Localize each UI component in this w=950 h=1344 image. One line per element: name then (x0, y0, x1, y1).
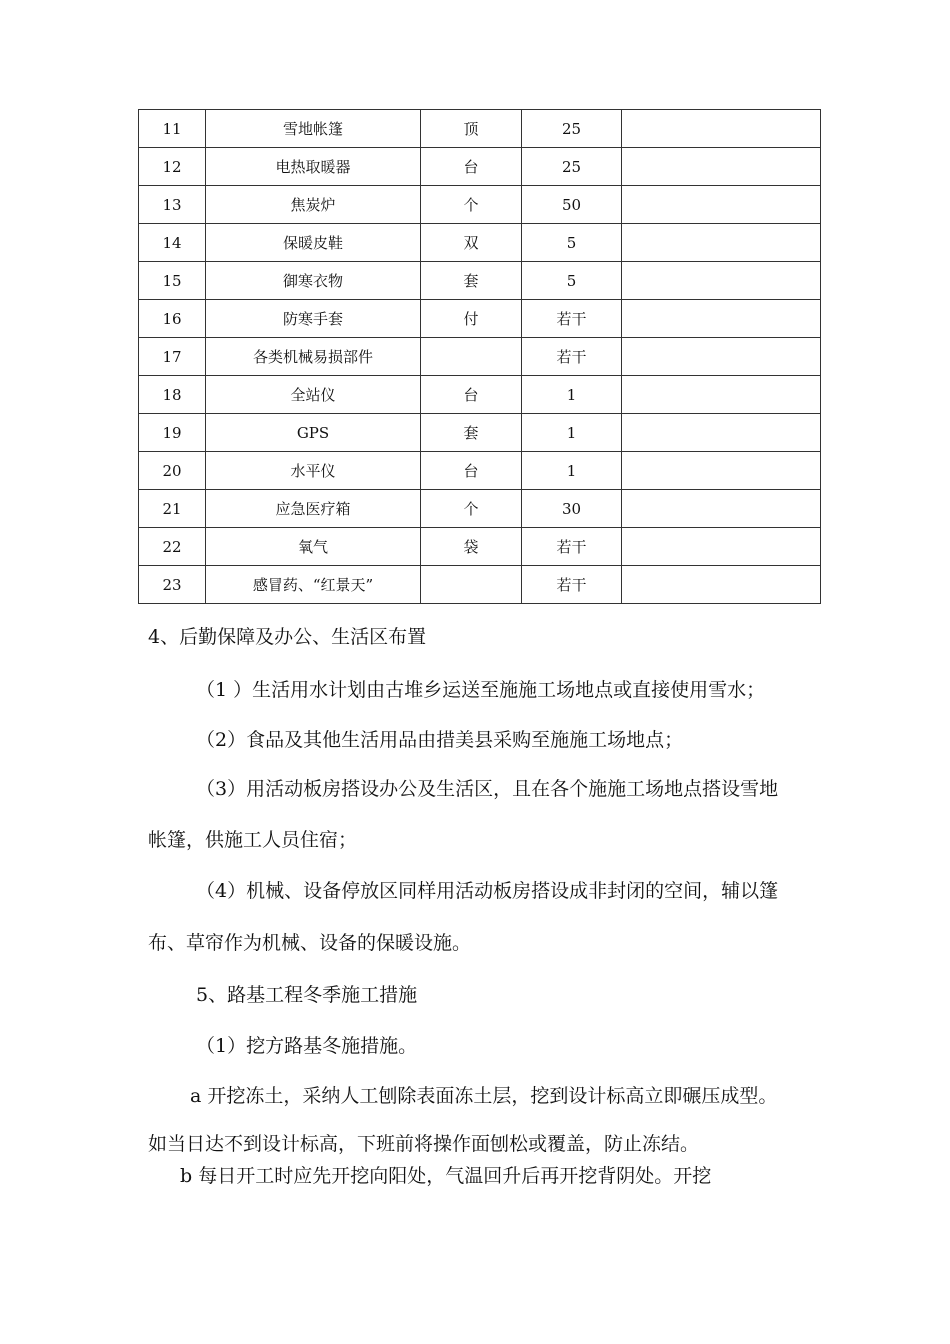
table-row (139, 528, 821, 566)
paragraph-a-line-2: 如当日达不到设计标高，下班前将操作面刨松或覆盖，防止冻结。 (148, 1133, 700, 1155)
cell-item-name: 氧气 (206, 528, 421, 566)
cell-item-name: 感冒药、“红景天” (206, 566, 421, 604)
cell-unit: 台 (421, 376, 522, 414)
cell-number: 13 (139, 186, 206, 224)
table-row (139, 490, 821, 528)
table-row (139, 262, 821, 300)
cell-number: 15 (139, 262, 206, 300)
cell-remark (622, 452, 821, 490)
cell-item-name: 焦炭炉 (206, 186, 421, 224)
cell-item-name: 全站仪 (206, 376, 421, 414)
table-row (139, 566, 821, 604)
cell-remark (622, 148, 821, 186)
cell-remark (622, 186, 821, 224)
cell-number: 11 (139, 110, 206, 148)
cell-remark (622, 224, 821, 262)
cell-number: 23 (139, 566, 206, 604)
cell-number: 22 (139, 528, 206, 566)
cell-quantity: 若干 (522, 300, 622, 338)
paragraph-a-line-1: a 开挖冻土，采纳人工刨除表面冻土层，挖到设计标高立即碾压成型。 (190, 1085, 778, 1107)
cell-number: 12 (139, 148, 206, 186)
cell-remark (622, 528, 821, 566)
cell-remark (622, 300, 821, 338)
cell-number: 19 (139, 414, 206, 452)
table-row (139, 376, 821, 414)
table-row (139, 148, 821, 186)
cell-remark (622, 338, 821, 376)
cell-quantity: 5 (522, 262, 622, 300)
table-row (139, 224, 821, 262)
cell-unit: 套 (421, 414, 522, 452)
cell-quantity: 若干 (522, 566, 622, 604)
table-row (139, 338, 821, 376)
cell-remark (622, 490, 821, 528)
section-4-heading: 4、后勤保障及办公、生活区布置 (148, 626, 427, 648)
list-item-3-line-2: 帐篷，供施工人员住宿； (148, 829, 358, 851)
cell-number: 17 (139, 338, 206, 376)
cell-item-name: 御寒衣物 (206, 262, 421, 300)
cell-unit: 个 (421, 186, 522, 224)
cell-item-name: 应急医疗箱 (206, 490, 421, 528)
cell-remark (622, 110, 821, 148)
cell-unit: 付 (421, 300, 522, 338)
supplies-table-body (139, 110, 821, 604)
cell-number: 14 (139, 224, 206, 262)
cell-item-name: 水平仪 (206, 452, 421, 490)
cell-quantity: 若干 (522, 528, 622, 566)
cell-quantity: 1 (522, 376, 622, 414)
table-row (139, 300, 821, 338)
cell-unit (421, 566, 522, 604)
cell-remark (622, 376, 821, 414)
cell-unit: 台 (421, 148, 522, 186)
cell-quantity: 30 (522, 490, 622, 528)
cell-item-name: 防寒手套 (206, 300, 421, 338)
section-5-heading: 5、路基工程冬季施工措施 (196, 984, 418, 1006)
cell-quantity: 1 (522, 452, 622, 490)
list-item-1: （1 ）生活用水计划由古堆乡运送至施施工场地点或直接使用雪水； (196, 679, 766, 701)
cell-quantity: 5 (522, 224, 622, 262)
cell-number: 16 (139, 300, 206, 338)
list-item-4-line-2: 布、草帘作为机械、设备的保暖设施。 (148, 932, 472, 954)
cell-remark (622, 414, 821, 452)
cell-remark (622, 262, 821, 300)
cell-item-name: 保暖皮鞋 (206, 224, 421, 262)
cell-item-name: 雪地帐篷 (206, 110, 421, 148)
cell-unit: 双 (421, 224, 522, 262)
list-item-4-line-1: （4）机械、设备停放区同样用活动板房搭设成非封闭的空间，辅以篷 (196, 880, 779, 902)
supplies-table (138, 109, 821, 604)
cell-item-name: 电热取暖器 (206, 148, 421, 186)
list-item-3-line-1: （3）用活动板房搭设办公及生活区，且在各个施施工场地点搭设雪地 (196, 778, 779, 800)
cell-quantity: 1 (522, 414, 622, 452)
cell-unit: 套 (421, 262, 522, 300)
cell-unit: 袋 (421, 528, 522, 566)
cell-item-name: GPS (206, 414, 421, 452)
cell-quantity: 若干 (522, 338, 622, 376)
list-item-2: （2）食品及其他生活用品由措美县采购至施施工场地点； (196, 729, 684, 751)
section-5-item-1: （1）挖方路基冬施措施。 (196, 1035, 418, 1057)
cell-item-name: 各类机械易损部件 (206, 338, 421, 376)
cell-number: 20 (139, 452, 206, 490)
cell-remark (622, 566, 821, 604)
cell-number: 21 (139, 490, 206, 528)
table-row (139, 186, 821, 224)
paragraph-b-line-1: b 每日开工时应先开挖向阳处，气温回升后再开挖背阴处。开挖 (180, 1165, 712, 1187)
table-row (139, 452, 821, 490)
table-row (139, 110, 821, 148)
cell-number: 18 (139, 376, 206, 414)
table-row (139, 414, 821, 452)
cell-unit: 顶 (421, 110, 522, 148)
cell-unit: 台 (421, 452, 522, 490)
cell-unit (421, 338, 522, 376)
cell-unit: 个 (421, 490, 522, 528)
cell-quantity: 50 (522, 186, 622, 224)
cell-quantity: 25 (522, 110, 622, 148)
cell-quantity: 25 (522, 148, 622, 186)
